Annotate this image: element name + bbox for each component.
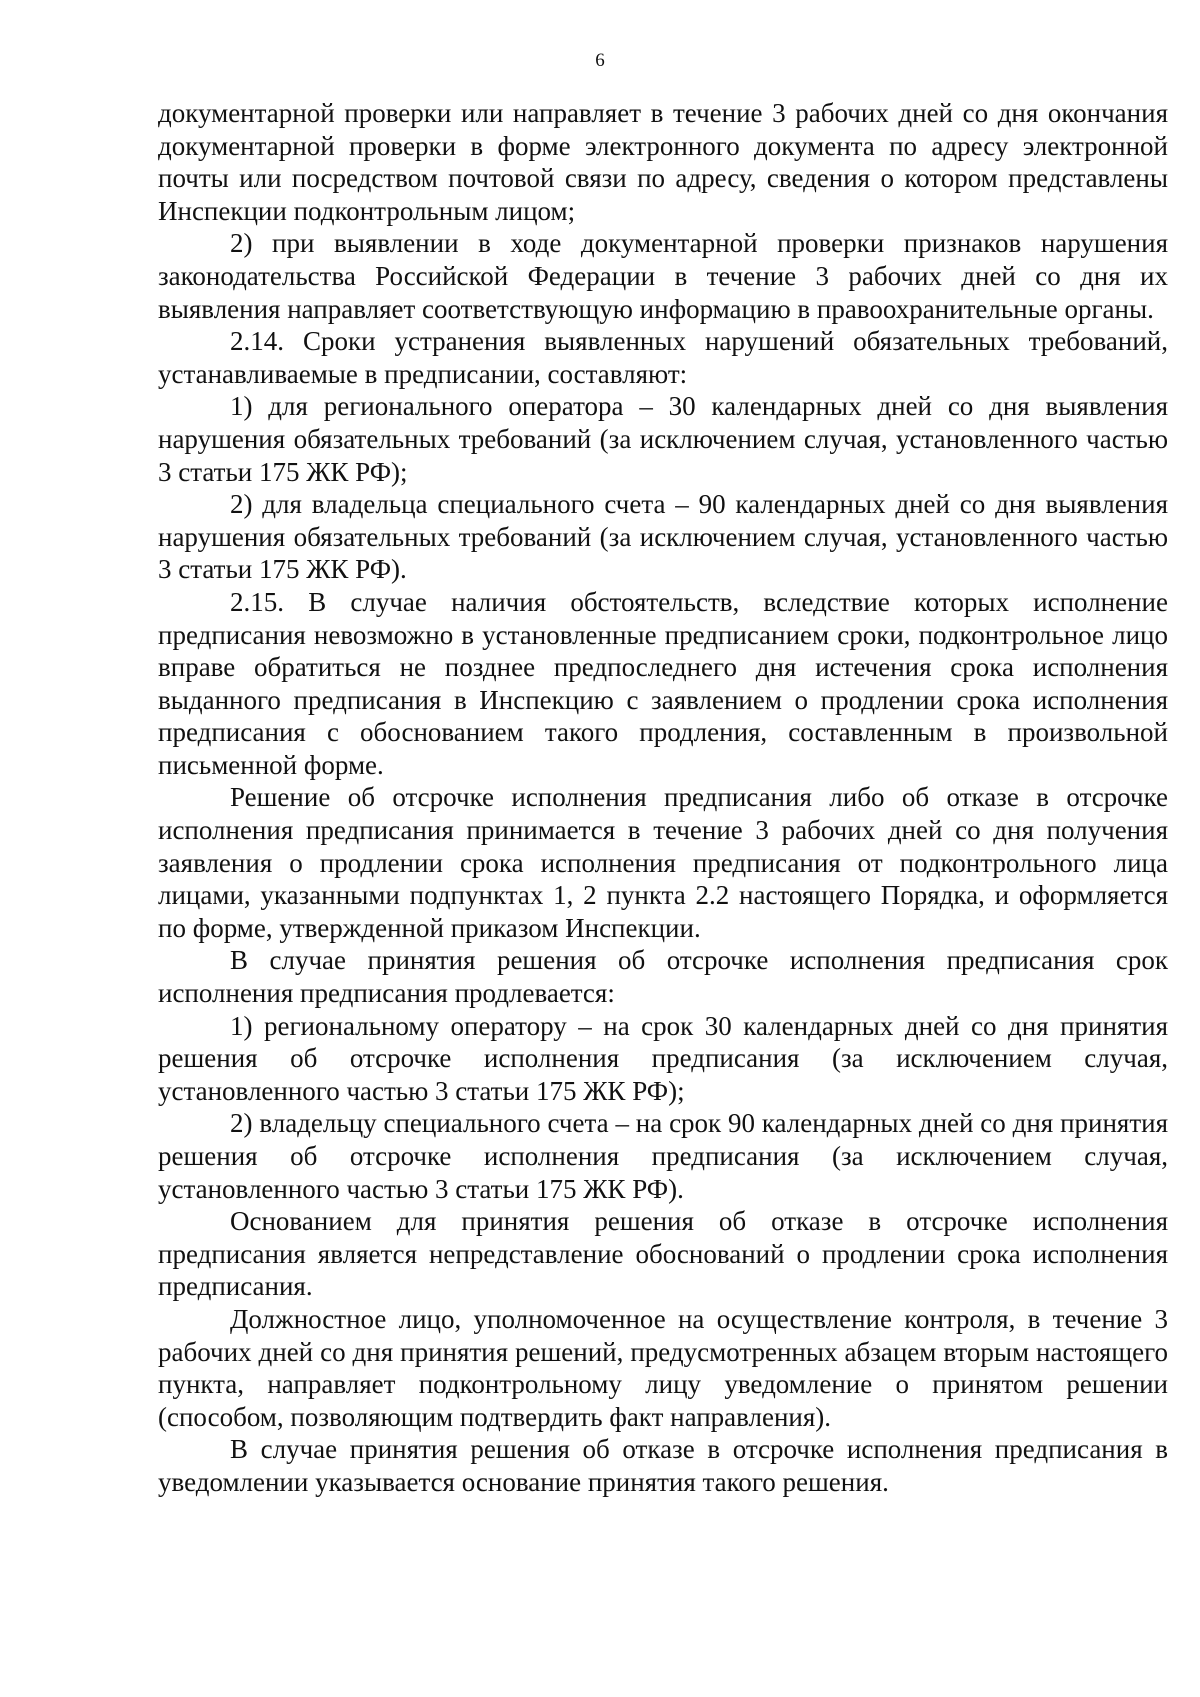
paragraph-continuation: документарной проверки или направляет в течение 3 рабочих дней со дня окончания документарной проверки в форме электронного документа по адресу электронной почты или посредством почтовой связи по адресу, сведения о котором представлены Инспекции подконтрольным лицом; — [158, 98, 1168, 226]
paragraph-2-14: 2.14. Сроки устранения выявленных нарушений обязательных требований, устанавливаемые в предписании, составляют: — [158, 326, 1168, 389]
paragraph-extension-item-1: 1) региональному оператору – на срок 30 календарных дней со дня принятия решения об отсрочке исполнения предписания (за исключением случая, установленного частью 3 статьи 175 ЖК РФ); — [158, 1010, 1168, 1106]
paragraph-2-14-item-2: 2) для владельца специального счета – 90 календарных дней со дня выявления нарушения обязательных требований (за исключением случая, установленного частью 3 статьи 175 ЖК РФ). — [158, 489, 1168, 585]
paragraph-refusal-grounds: Основанием для принятия решения об отказе в отсрочке исполнения предписания является непредставление обоснований о продлении срока исполнения предписания. — [158, 1206, 1168, 1302]
paragraph-notification: Должностное лицо, уполномоченное на осуществление контроля, в течение 3 рабочих дней со дня принятия решений, предусмотренных абзацем вторым настоящего пункта, направляет подконтрольному лицу уведомление о принятом решении (способом, позволяющим подтвердить факт направления). — [158, 1303, 1168, 1432]
paragraph-2-14-item-1: 1) для регионального оператора – 30 календарных дней со дня выявления нарушения обязательных требований (за исключением случая, установленного частью 3 статьи 175 ЖК РФ); — [158, 391, 1168, 487]
paragraph-extension-item-2: 2) владельцу специального счета – на срок 90 календарных дней со дня принятия решения об отсрочке исполнения предписания (за исключением случая, установленного частью 3 статьи 175 ЖК РФ). — [158, 1108, 1168, 1204]
paragraph-item-2-law-violation: 2) при выявлении в ходе документарной проверки признаков нарушения законодательства Российской Федерации в течение 3 рабочих дней со дня их выявления направляет соответствующую информацию в правоохранительные органы. — [158, 228, 1168, 324]
paragraph-deferral-extension: В случае принятия решения об отсрочке исполнения предписания срок исполнения предписания продлевается: — [158, 945, 1168, 1009]
page-number: 6 — [595, 50, 605, 71]
paragraph-refusal-notice: В случае принятия решения об отказе в отсрочке исполнения предписания в уведомлении указывается основание принятия такого решения. — [158, 1434, 1168, 1497]
paragraph-deferral-decision: Решение об отсрочке исполнения предписания либо об отказе в отсрочке исполнения предписания принимается в течение 3 рабочих дней со дня получения заявления о продлении срока исполнения предписания от подконтрольного лица лицами, указанными подпунктах 1, 2 пункта 2.2 настоящего Порядка, и оформляется по форме, утвержденной приказом Инспекции. — [158, 782, 1168, 943]
document-body — [158, 97, 1168, 1499]
paragraph-2-15: 2.15. В случае наличия обстоятельств, вследствие которых исполнение предписания невозможно в установленные предписанием сроки, подконтрольное лицо вправе обратиться не позднее предпоследнего дня истечения срока исполнения выданного предписания в Инспекцию с заявлением о продлении срока исполнения предписания с обоснованием такого продления, составленным в произвольной письменной форме. — [158, 586, 1168, 780]
